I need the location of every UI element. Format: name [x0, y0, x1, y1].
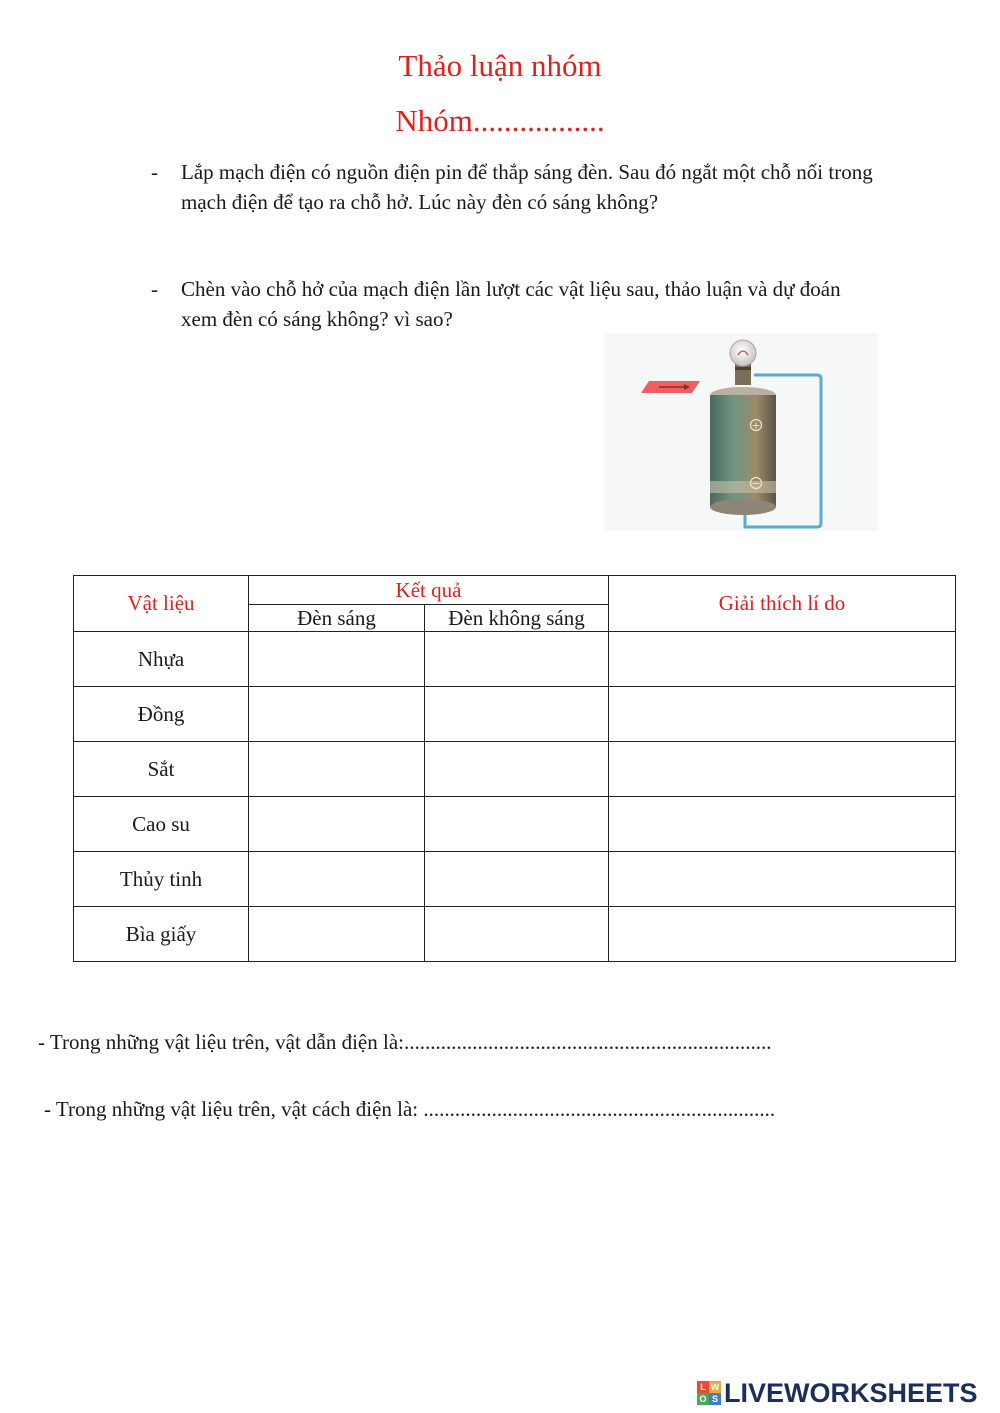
lit-cell[interactable]: [249, 742, 425, 797]
bullet-dash: -: [151, 277, 158, 301]
unlit-cell[interactable]: [425, 687, 609, 742]
minus-icon: −: [751, 477, 761, 490]
instruction-text: Chèn vào chỗ hở của mạch điện lần lượt các vật liệu sau, thảo luận và dự đoán xem đèn có sáng không? vì sao?: [181, 277, 841, 331]
lit-cell[interactable]: [249, 852, 425, 907]
material-name: Bìa giấy: [74, 907, 249, 962]
unlit-cell[interactable]: [425, 907, 609, 962]
lit-cell[interactable]: [249, 687, 425, 742]
reason-header: Giải thích lí do: [609, 576, 956, 632]
table-row: [74, 907, 956, 962]
group-label: Nhóm.................: [395, 103, 605, 138]
logo-wordmark: LIVEWORKSHEETS: [724, 1377, 978, 1408]
logo-square: S: [709, 1393, 721, 1405]
material-name: Sắt: [74, 742, 249, 797]
circuit-illustration: [604, 333, 878, 531]
bulb-socket-rings: [735, 367, 751, 370]
instruction-2: [151, 274, 891, 338]
reason-cell[interactable]: [609, 632, 956, 687]
material-name: Cao su: [74, 797, 249, 852]
instruction-1: [151, 157, 891, 221]
table-row: [74, 632, 956, 687]
unlit-cell[interactable]: [425, 742, 609, 797]
table-row: [74, 742, 956, 797]
reason-cell[interactable]: [609, 852, 956, 907]
lamp-lit-header: Đèn sáng: [249, 605, 425, 632]
unlit-cell[interactable]: [425, 632, 609, 687]
table-row: [74, 797, 956, 852]
reason-cell[interactable]: [609, 797, 956, 852]
logo-icon: [697, 1381, 721, 1405]
battery-bottom: [710, 499, 776, 515]
lamp-unlit-header: Đèn không sáng: [425, 605, 609, 632]
unlit-cell[interactable]: [425, 797, 609, 852]
unlit-cell[interactable]: [425, 852, 609, 907]
reason-cell[interactable]: [609, 687, 956, 742]
lit-cell[interactable]: [249, 632, 425, 687]
insulator-answer-line[interactable]: - Trong những vật liệu trên, vật cách điện là: ...................................................................: [44, 1097, 776, 1121]
result-header: Kết quả: [249, 576, 609, 605]
reason-cell[interactable]: [609, 742, 956, 797]
results-table: [73, 575, 956, 962]
material-name: Đồng: [74, 687, 249, 742]
conductor-answer-line[interactable]: - Trong những vật liệu trên, vật dẫn điện là:......................................................................: [38, 1030, 772, 1054]
table-row: [74, 687, 956, 742]
liveworksheets-logo[interactable]: [697, 1378, 978, 1408]
logo-square: L: [697, 1381, 709, 1393]
material-header: Vật liệu: [74, 576, 249, 632]
logo-square: O: [697, 1393, 709, 1405]
worksheet-title: Thảo luận nhóm: [398, 48, 602, 83]
lamp-bulb-icon: [730, 340, 756, 366]
lit-cell[interactable]: [249, 907, 425, 962]
material-name: Thủy tinh: [74, 852, 249, 907]
battery-band: [710, 481, 776, 493]
reason-cell[interactable]: [609, 907, 956, 962]
logo-square: W: [710, 1382, 720, 1392]
bullet-dash: -: [151, 160, 158, 184]
instruction-text: Lắp mạch điện có nguồn điện pin để thắp sáng đèn. Sau đó ngắt một chỗ nối trong mạch điện để tạo ra chỗ hở. Lúc này đèn có sáng không?: [181, 160, 873, 214]
plus-icon: +: [751, 419, 761, 432]
lit-cell[interactable]: [249, 797, 425, 852]
table-row: [74, 852, 956, 907]
material-name: Nhựa: [74, 632, 249, 687]
